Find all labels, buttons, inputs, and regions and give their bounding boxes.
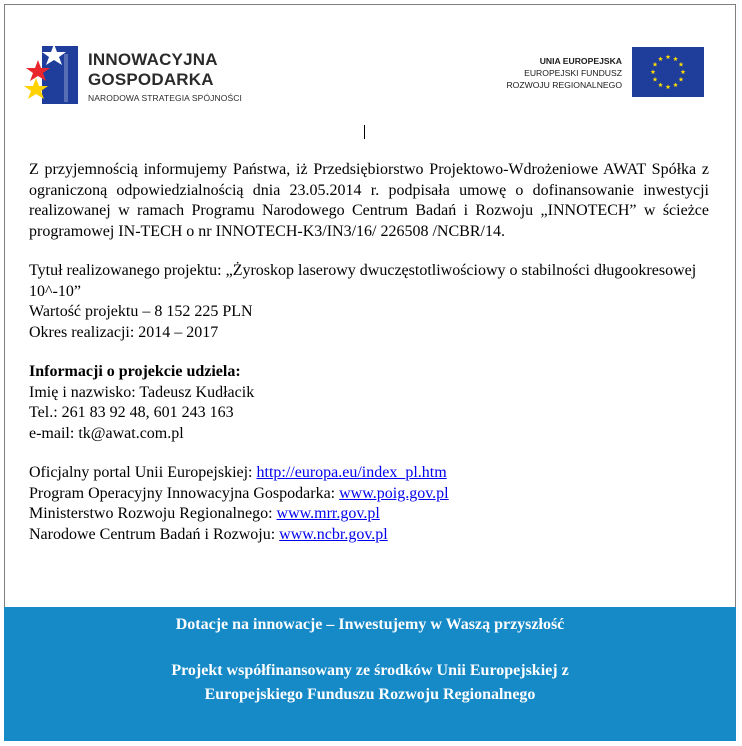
logo-line-1: INNOWACYJNA — [88, 50, 218, 69]
link-row-poig: Program Operacyjny Innowacyjna Gospodarka: www.poig.gov.pl — [29, 484, 449, 502]
document-body — [29, 160, 709, 545]
link-row-mrr: Ministerstwo Rozwoju Regionalnego: www.mrr.gov.pl — [29, 505, 380, 522]
contact-email: e-mail: tk@awat.com.pl — [29, 424, 184, 442]
contact-name: Imię i nazwisko: Tadeusz Kudłacik — [29, 383, 255, 401]
contact-phone: Tel.: 261 83 92 48, 601 243 163 — [29, 404, 234, 421]
contact-heading: Informacji o projekcie udziela: — [29, 363, 241, 380]
project-value: Wartość projektu – 8 152 225 PLN — [29, 303, 253, 320]
project-title: Tytuł realizowanego projektu: „Żyroskop laserowy dwuczęstotliwościowy o stabilności długookresowej 10^-10” — [29, 262, 697, 300]
project-period: Okres realizacji: 2014 – 2017 — [29, 323, 219, 341]
eu-portal-link[interactable]: http://europa.eu/index_pl.htm — [256, 464, 447, 481]
footer-slogan: Dotacje na innowacje – Inwestujemy w Waszą przyszłość — [175, 616, 565, 633]
innowacyjna-gospodarka-emblem-icon — [24, 40, 80, 108]
eu-logo-text — [506, 55, 622, 91]
logo-line-2: GOSPODARKA — [88, 70, 214, 89]
link-row-eu: Oficjalny portal Unii Europejskiej: http://europa.eu/index_pl.htm — [29, 464, 447, 481]
innowacyjna-gospodarka-logo — [24, 40, 254, 108]
ncbr-link[interactable]: www.ncbr.gov.pl — [279, 525, 388, 543]
mrr-link[interactable]: www.mrr.gov.pl — [276, 505, 380, 522]
eu-logo-line-1: UNIA EUROPEJSKA — [539, 56, 622, 66]
footer-banner — [4, 607, 736, 741]
eu-logo-line-3: ROZWOJU REGIONALNEGO — [506, 80, 622, 90]
logo-line-3: NARODOWA STRATEGIA SPÓJNOŚCI — [88, 93, 242, 103]
text-cursor — [364, 125, 365, 139]
footer-cofinance-line-2: Europejskiego Funduszu Rozwoju Regionalnego — [204, 686, 536, 703]
link-row-ncbr: Narodowe Centrum Badań i Rozwoju: www.ncbr.gov.pl — [29, 525, 388, 543]
eu-flag-icon — [632, 47, 704, 97]
intro-paragraph: Z przyjemnością informujemy Państwa, iż Przedsiębiorstwo Projektowo-Wdrożeniowe AWAT Spółka z ograniczoną odpowiedzialnością dnia 23.05.2014 r. podpisała umowę o dofinansowanie inwestycji realizowanej w ramach Programu Narodowego Centrum Badań i Rozwoju „INNOTECH” w ścieżce programowej IN-TECH o nr INNOTECH-K3/IN3/16/ 226508 /NCBR/14. — [29, 161, 709, 240]
eu-logo-line-2: EUROPEJSKI FUNDUSZ — [524, 68, 622, 78]
poig-link[interactable]: www.poig.gov.pl — [339, 484, 449, 502]
footer-cofinance-line-1: Projekt współfinansowany ze środków Unii Europejskiej z — [171, 662, 569, 679]
eu-logo — [494, 47, 704, 99]
